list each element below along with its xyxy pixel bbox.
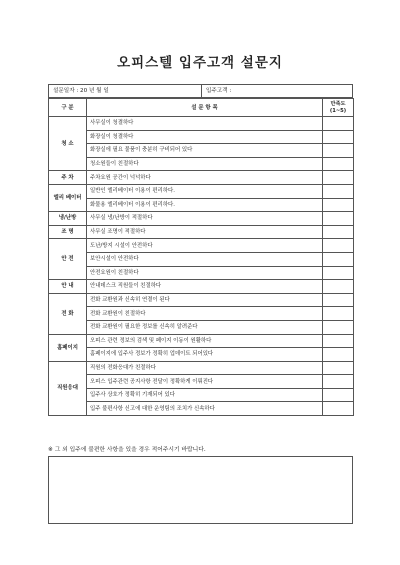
survey-question: 사무실 조명이 적절하다	[87, 225, 323, 239]
table-row	[49, 320, 354, 334]
survey-question: 화물용 엘리베이터 이용이 편리하다.	[87, 198, 323, 212]
rating-cell[interactable]	[323, 375, 354, 389]
table-row	[49, 144, 354, 158]
rating-cell[interactable]	[323, 252, 354, 266]
header-rating-label: 만족도	[330, 100, 346, 107]
header-rating	[323, 99, 354, 117]
header-rating-range: (1~5)	[329, 107, 347, 114]
survey-question: 보안시설이 안전하다	[87, 252, 323, 266]
rating-cell[interactable]	[323, 225, 354, 239]
table-row	[49, 375, 354, 389]
survey-question: 화장실에 필요 물품이 충분히 구비되어 있다	[87, 144, 323, 158]
rating-cell[interactable]	[323, 212, 354, 226]
survey-question: 홈페이지에 입주사 정보가 정확히 업데이트 되어있다	[87, 348, 323, 362]
rating-cell[interactable]	[323, 402, 354, 416]
rating-cell[interactable]	[323, 144, 354, 158]
table-row	[49, 171, 354, 185]
category-cell: 전 화	[49, 293, 87, 334]
survey-question: 전화 교환원이 필요한 정보를 신속히 알려준다	[87, 320, 323, 334]
rating-cell[interactable]	[323, 320, 354, 334]
table-row	[49, 239, 354, 253]
table-row	[49, 293, 354, 307]
survey-question: 일반인 엘리베이터 이용이 편리하다.	[87, 184, 323, 198]
rating-cell[interactable]	[323, 307, 354, 321]
header-items: 설 문 항 목	[87, 99, 323, 117]
table-row	[49, 361, 354, 375]
rating-cell[interactable]	[323, 171, 354, 185]
survey-question: 사무실이 청결하다	[87, 117, 323, 131]
category-cell: 조 명	[49, 225, 87, 239]
category-cell: 엘리 베이터	[49, 184, 87, 211]
survey-table	[48, 98, 354, 416]
table-row	[49, 252, 354, 266]
survey-question: 안내데스크 직원들이 친절하다	[87, 280, 323, 294]
rating-cell[interactable]	[323, 239, 354, 253]
table-row	[49, 334, 354, 348]
table-row	[49, 388, 354, 402]
survey-question: 전화 교환원이 친절하다	[87, 307, 323, 321]
survey-table-body	[49, 117, 354, 416]
survey-question: 화장실이 청결하다	[87, 130, 323, 144]
rating-cell[interactable]	[323, 266, 354, 280]
rating-cell[interactable]	[323, 361, 354, 375]
survey-question: 사무실 냉/난방이 적절하다	[87, 212, 323, 226]
rating-cell[interactable]	[323, 117, 354, 131]
rating-cell[interactable]	[323, 348, 354, 362]
category-cell: 주 차	[49, 171, 87, 185]
survey-question: 안전요원이 친절하다	[87, 266, 323, 280]
survey-question: 청소원들이 친절하다	[87, 157, 323, 171]
rating-cell[interactable]	[323, 130, 354, 144]
table-row	[49, 157, 354, 171]
survey-date-field[interactable]: 설문일자 : 20 년 월 일	[49, 85, 202, 97]
rating-cell[interactable]	[323, 184, 354, 198]
survey-info-row	[48, 84, 353, 98]
survey-question: 오피스 입주관련 공지사항 전달이 정확하게 이뤄진다	[87, 375, 323, 389]
survey-title: 오피스텔 입주고객 설문지	[117, 55, 283, 71]
category-cell: 직원응대	[49, 361, 87, 415]
rating-cell[interactable]	[323, 157, 354, 171]
rating-cell[interactable]	[323, 388, 354, 402]
rating-cell[interactable]	[323, 280, 354, 294]
table-row	[49, 280, 354, 294]
table-row	[49, 117, 354, 131]
comment-instruction: ※ 그 외 입주에 불편한 사항을 있을 경우 적어주시기 바랍니다.	[48, 447, 206, 453]
category-cell: 청 소	[49, 117, 87, 171]
table-row	[49, 130, 354, 144]
table-row	[49, 212, 354, 226]
survey-question: 전화 교환원과 신속히 연결이 된다	[87, 293, 323, 307]
survey-question: 직원의 전화응대가 친절하다	[87, 361, 323, 375]
table-row	[49, 184, 354, 198]
table-row	[49, 348, 354, 362]
category-cell: 냉/난방	[49, 212, 87, 226]
survey-question: 오피스 관련 정보의 검색 및 페이지 이동이 원활하다	[87, 334, 323, 348]
rating-cell[interactable]	[323, 334, 354, 348]
survey-question: 주차요원 공간이 넉넉하다	[87, 171, 323, 185]
table-row	[49, 266, 354, 280]
survey-question: 입주사 상호가 정확히 기재되어 있다	[87, 388, 323, 402]
rating-cell[interactable]	[323, 198, 354, 212]
category-cell: 안 전	[49, 239, 87, 280]
category-cell: 안 내	[49, 280, 87, 294]
header-category: 구 분	[49, 99, 87, 117]
comment-box[interactable]	[48, 456, 353, 524]
survey-question: 도난/방지 시설이 안전하다	[87, 239, 323, 253]
table-row	[49, 307, 354, 321]
table-row	[49, 225, 354, 239]
category-cell: 홈페이지	[49, 334, 87, 361]
customer-name-field[interactable]: 입주고객 :	[206, 88, 232, 94]
table-row	[49, 198, 354, 212]
survey-question: 입주 불편사항 신고에 대한 운영팀의 조치가 신속하다	[87, 402, 323, 416]
table-header-row	[49, 99, 354, 117]
rating-cell[interactable]	[323, 293, 354, 307]
table-row	[49, 402, 354, 416]
